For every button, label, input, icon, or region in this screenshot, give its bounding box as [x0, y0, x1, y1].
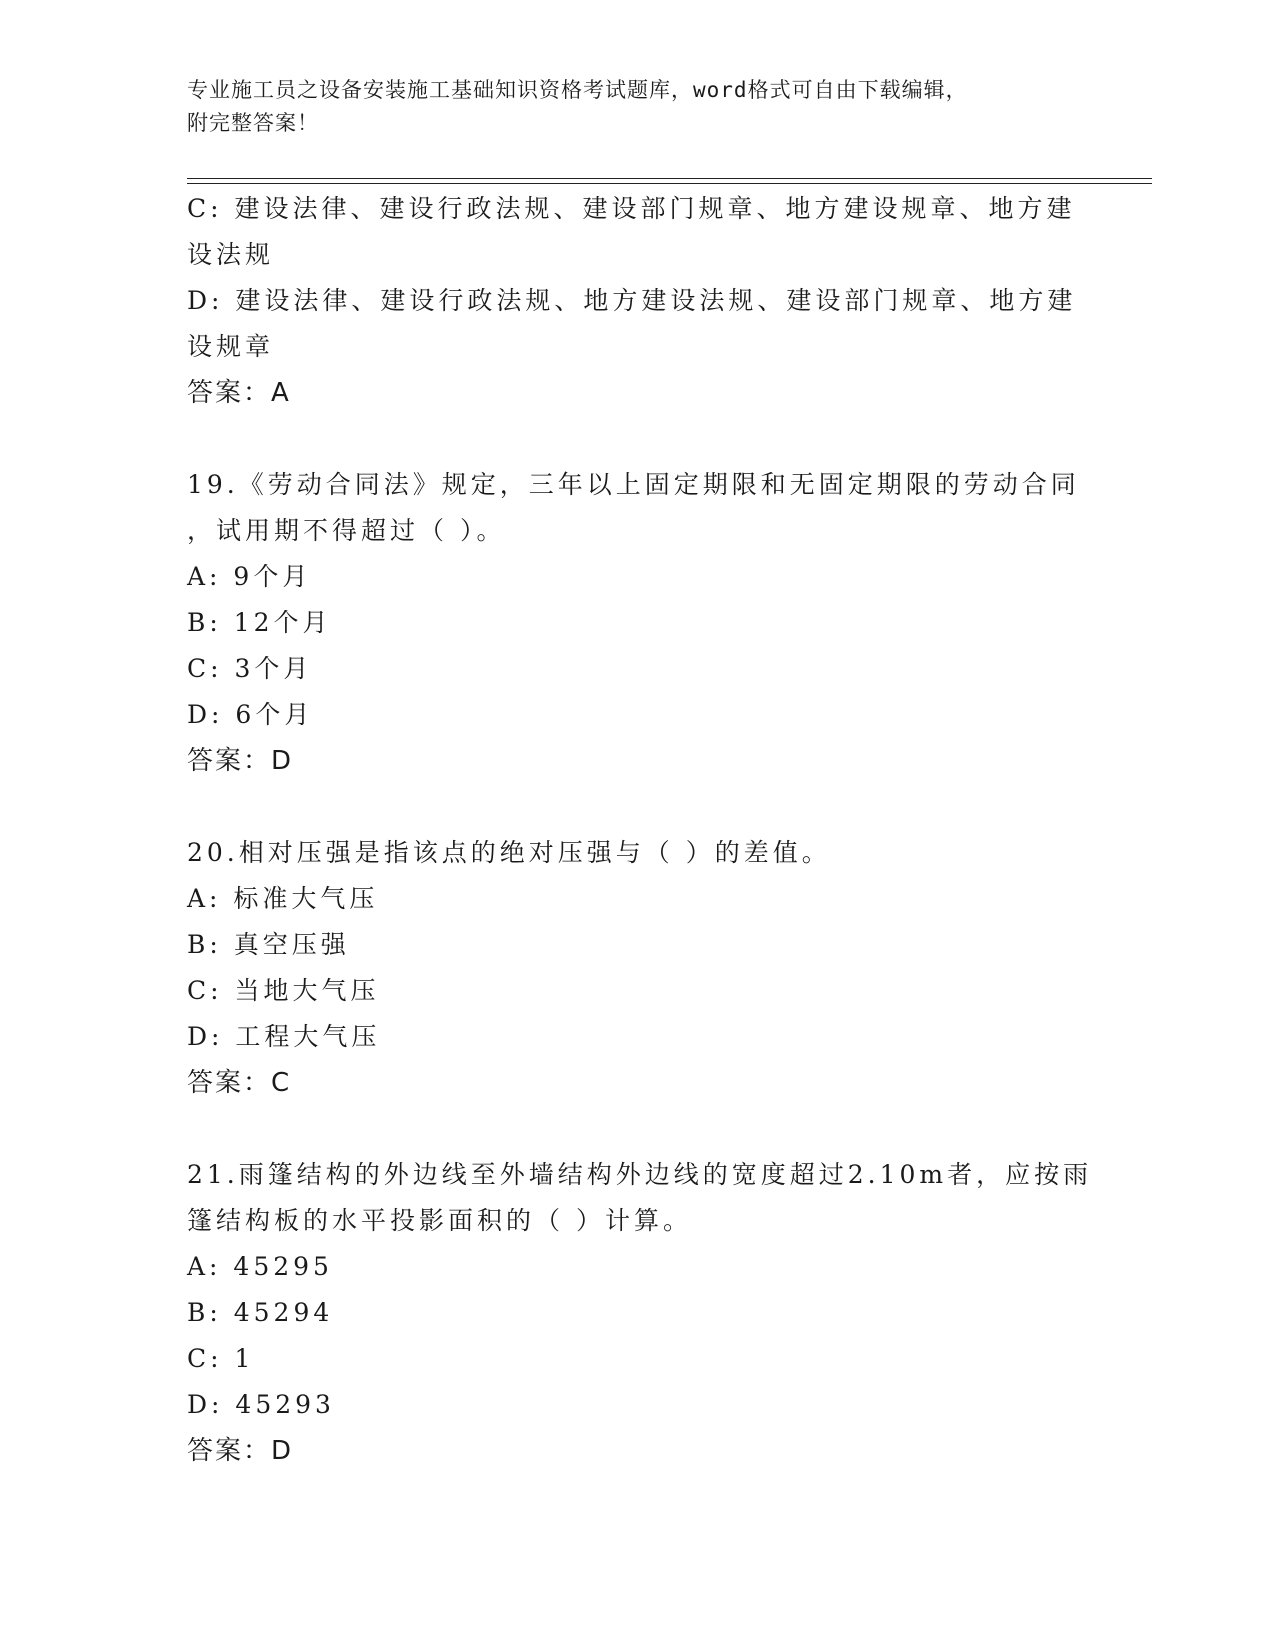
header-title-line-2: 附完整答案！	[187, 111, 319, 135]
header-title-line-1: 专业施工员之设备安装施工基础知识资格考试题库，word格式可自由下载编辑，	[187, 78, 968, 102]
question-content	[187, 186, 1093, 1474]
option-d: D: 6个月	[187, 700, 314, 729]
option-d: D: 工程大气压	[187, 1022, 381, 1051]
option-d: D: 45293	[187, 1390, 335, 1419]
option-c: C: 当地大气压	[187, 976, 380, 1005]
question-stem-line-1: 21.雨篷结构的外边线至外墙结构外边线的宽度超过2.10m者，应按雨	[187, 1160, 1093, 1189]
question-21	[187, 1152, 1093, 1474]
question-stem-line-2: ，试用期不得超过（ ）。	[187, 516, 506, 545]
document-header	[187, 74, 1087, 140]
question-stem-line-2: 篷结构板的水平投影面积的（ ）计算。	[187, 1206, 692, 1235]
option-c-line-2: 设法规	[187, 240, 275, 269]
question-19	[187, 462, 1080, 784]
option-c-line-1: C: 建设法律、建设行政法规、建设部门规章、地方建设规章、地方建	[187, 194, 1076, 223]
question-18-continued	[187, 186, 1077, 416]
option-a: A: 标准大气压	[187, 884, 379, 913]
answer-label: 答案：C	[187, 1068, 292, 1098]
answer-label: 答案：A	[187, 378, 291, 408]
option-b: B: 12个月	[187, 608, 332, 637]
option-c: C: 1	[187, 1344, 255, 1373]
option-a: A: 45295	[187, 1252, 333, 1281]
option-d-line-1: D: 建设法律、建设行政法规、地方建设法规、建设部门规章、地方建	[187, 286, 1077, 315]
question-stem-line-1: 20.相对压强是指该点的绝对压强与（ ）的差值。	[187, 838, 831, 867]
answer-label: 答案：D	[187, 1436, 294, 1466]
header-divider-bottom	[187, 183, 1152, 184]
option-c: C: 3个月	[187, 654, 313, 683]
question-20	[187, 830, 1067, 1106]
option-a: A: 9个月	[187, 562, 312, 591]
option-b: B: 45294	[187, 1298, 334, 1327]
option-d-line-2: 设规章	[187, 332, 275, 361]
option-b: B: 真空压强	[187, 930, 350, 959]
answer-label: 答案：D	[187, 746, 294, 776]
question-stem-line-1: 19.《劳动合同法》规定，三年以上固定期限和无固定期限的劳动合同	[187, 470, 1080, 499]
header-divider-top	[187, 178, 1152, 179]
